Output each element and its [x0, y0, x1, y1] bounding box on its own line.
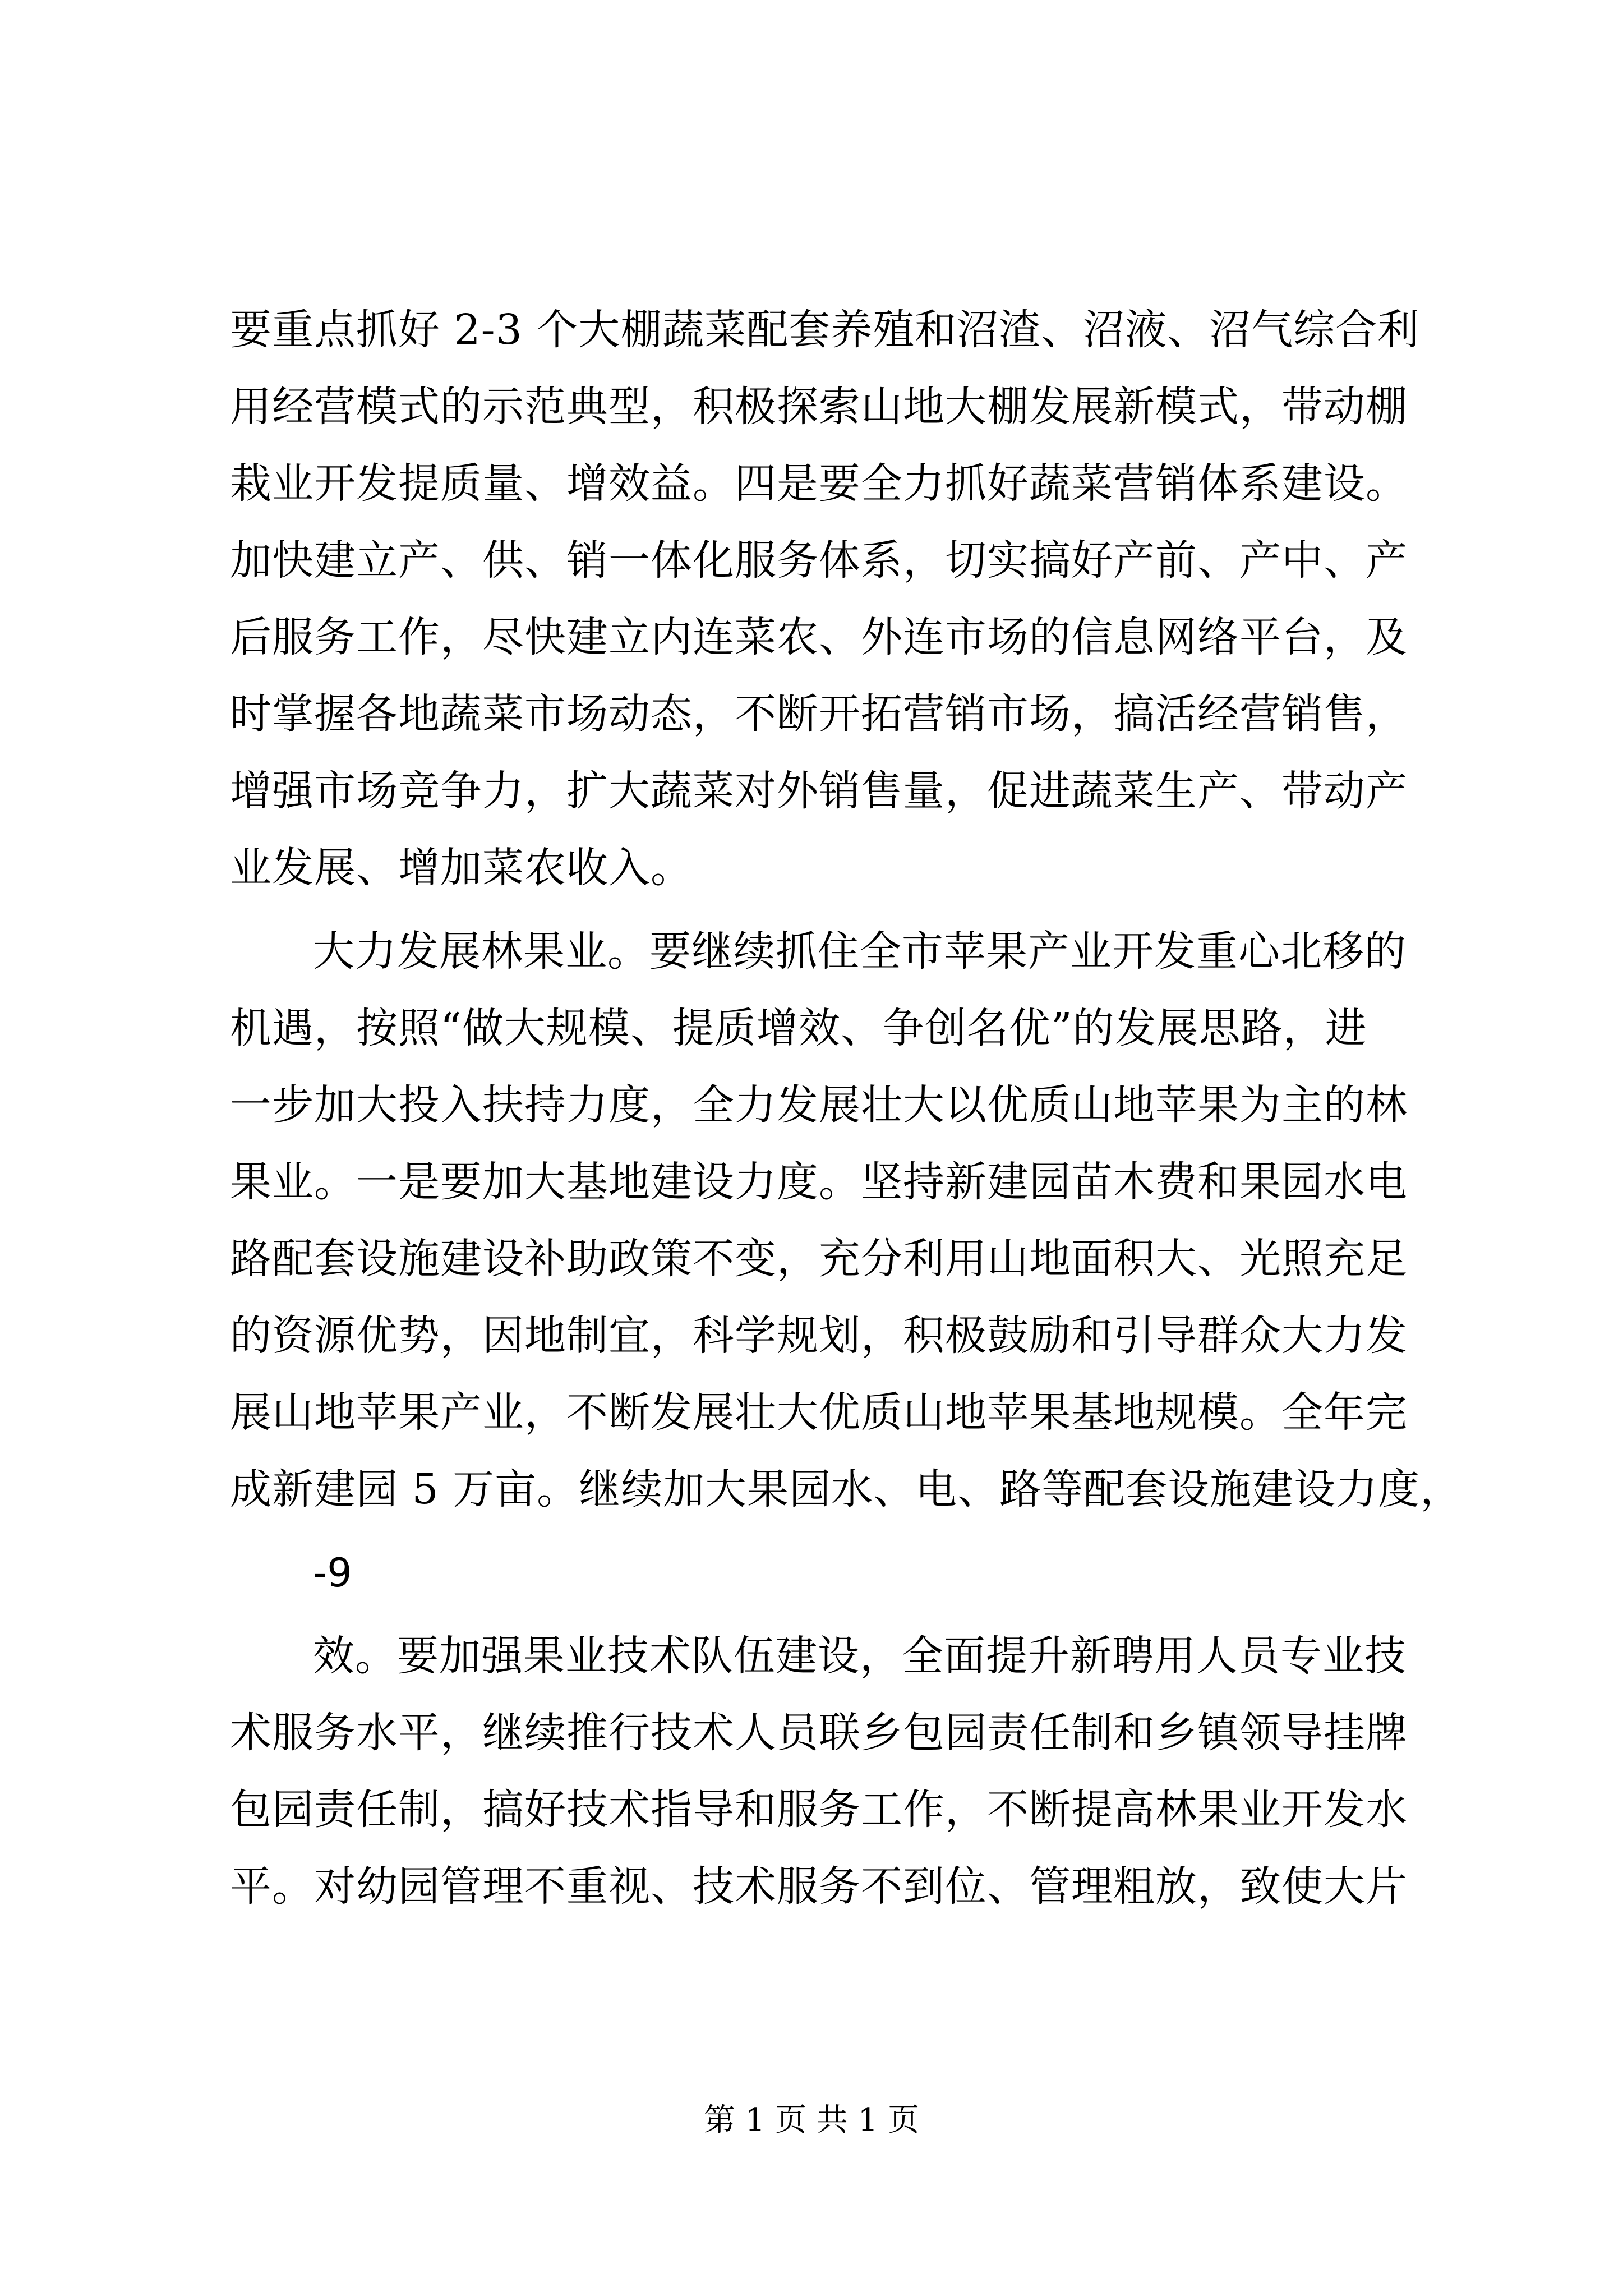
text-line: 平。对幼园管理不重视、技术服务不到位、管理粗放，致使大片 [230, 1862, 1408, 1911]
text-line: 要重点抓好 2-3 个大棚蔬菜配套养殖和沼渣、沼液、沼气综合利 [230, 306, 1420, 354]
text-line: 后服务工作，尽快建立内连菜农、外连市场的信息网络平台，及 [230, 613, 1408, 661]
paragraph-first-line: 效。要加强果业技术队伍建设，全面提升新聘用人员专业技 [313, 1632, 1407, 1680]
text-line: 果业。一是要加大基地建设力度。坚持新建园苗木费和果园水电 [230, 1158, 1408, 1206]
text-line: 用经营模式的示范典型，积极探索山地大棚发展新模式，带动棚 [230, 383, 1408, 431]
text-line: 栽业开发提质量、增效益。四是要全力抓好蔬菜营销体系建设。 [230, 459, 1408, 508]
page-footer: 第 1 页 共 1 页 [703, 2102, 920, 2138]
text-line: 展山地苹果产业，不断发展壮大优质山地苹果基地规模。全年完 [230, 1388, 1408, 1437]
text-line: 业发展、增加菜农收入。 [230, 844, 693, 892]
text-line: 一步加大投入扶持力度，全力发展壮大以优质山地苹果为主的林 [230, 1081, 1408, 1129]
text-line: 机遇，按照“做大规模、提质增效、争创名优”的发展思路，进 [230, 1004, 1367, 1052]
paragraph-first-line: 大力发展林果业。要继续抓住全市苹果产业开发重心北移的 [313, 927, 1407, 976]
document-body [230, 292, 1463, 1925]
text-line: 术服务水平，继续推行技术人员联乡包园责任制和乡镇领导挂牌 [230, 1709, 1408, 1757]
text-line: 路配套设施建设补助政策不变，充分利用山地面积大、光照充足 [230, 1235, 1408, 1283]
text-line: 的资源优势，因地制宜，科学规划，积极鼓励和引导群众大力发 [230, 1312, 1408, 1360]
text-line: 时掌握各地蔬菜市场动态，不断开拓营销市场，搞活经营销售， [230, 690, 1408, 738]
text-line: 成新建园 5 万亩。继续加大果园水、电、路等配套设施建设力度， [230, 1465, 1463, 1513]
text-line: 增强市场竞争力，扩大蔬菜对外销售量，促进蔬菜生产、带动产 [230, 767, 1408, 815]
inline-page-marker: -9 [313, 1550, 352, 1596]
text-line: 包园责任制，搞好技术指导和服务工作，不断提高林果业开发水 [230, 1786, 1408, 1834]
text-line: 加快建立产、供、销一体化服务体系，切实搞好产前、产中、产 [230, 536, 1408, 585]
